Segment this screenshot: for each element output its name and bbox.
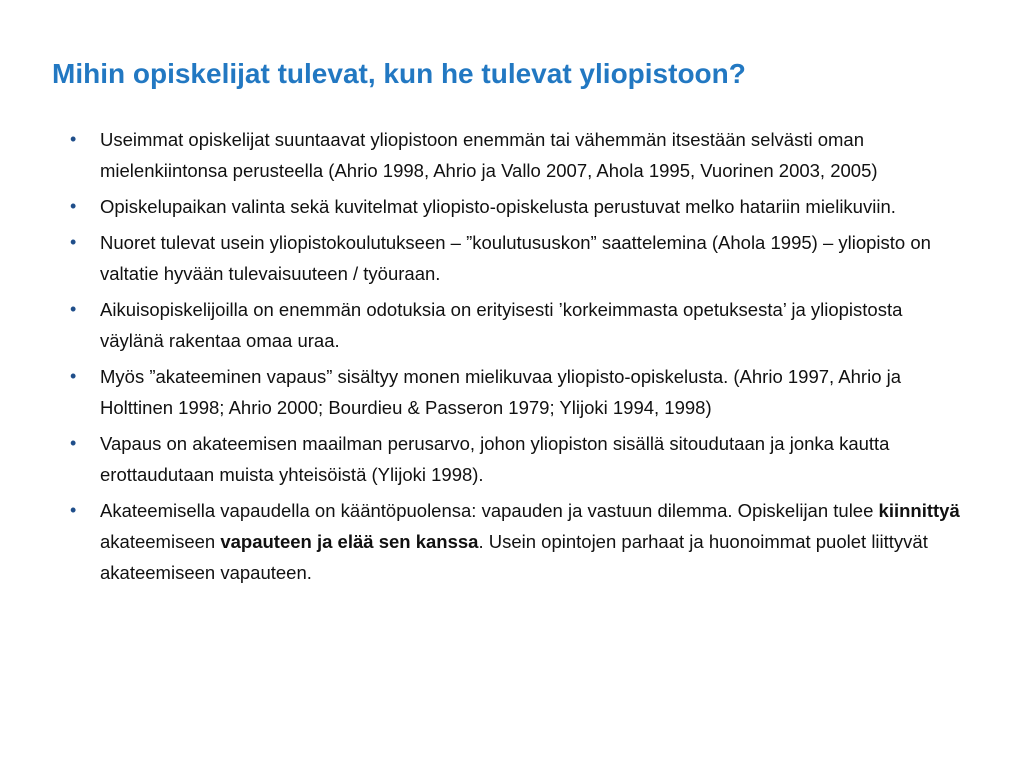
bullet-text-part: Akateemisella vapaudella on kääntöpuolensa: vapauden ja vastuun dilemma. Opiskelijan tulee	[100, 500, 879, 521]
bullet-dot-icon: •	[70, 500, 77, 520]
bullet-item	[70, 227, 970, 289]
bullet-dot-icon: •	[70, 196, 77, 216]
bullet-text	[100, 500, 960, 583]
bullet-text: Vapaus on akateemisen maailman perusarvo, johon yliopiston sisällä sitoudutaan ja jonka kautta erottaudutaan muista yhteisöistä (Ylijoki 1998).	[100, 433, 890, 485]
slide-title: Mihin opiskelijat tulevat, kun he tulevat yliopistoon?	[52, 58, 746, 89]
bullet-item	[70, 294, 970, 356]
bullet-text: Myös ”akateeminen vapaus” sisältyy monen mielikuvaa yliopisto-opiskelusta. (Ahrio 1997, Ahrio ja Holttinen 1998; Ahrio 2000; Bourdieu & Passeron 1979; Ylijoki 1994, 1998)	[100, 366, 902, 418]
bullet-item	[70, 428, 970, 490]
bold-emphasis: vapauteen ja elää sen kanssa	[220, 531, 479, 552]
bullet-item	[70, 191, 970, 222]
bullet-text: Nuoret tulevat usein yliopistokoulutukseen – ”koulutususkon” saattelemina (Ahola 1995) – yliopisto on valtatie hyvään tulevaisuuteen / työuraan.	[100, 232, 931, 284]
bullet-text: Aikuisopiskelijoilla on enemmän odotuksia on erityisesti ’korkeimmasta opetuksesta’ ja yliopistosta väylänä rakentaa omaa uraa.	[100, 299, 903, 351]
bullet-dot-icon: •	[70, 129, 77, 149]
bullet-text-part: . Usein opintojen parhaat ja huonoimmat puolet liittyvät akateemiseen vapauteen.	[100, 531, 928, 583]
bullet-dot-icon: •	[70, 366, 77, 386]
bullet-list	[70, 124, 970, 593]
bullet-item	[70, 124, 970, 186]
bullet-text: Useimmat opiskelijat suuntaavat yliopistoon enemmän tai vähemmän itsestään selvästi oman mielenkiintonsa perusteella (Ahrio 1998, Ahrio ja Vallo 2007, Ahola 1995, Vuorinen 2003, 2005)	[100, 129, 878, 181]
bold-emphasis: kiinnittyä	[878, 500, 960, 521]
bullet-item	[70, 361, 970, 423]
bullet-item	[70, 495, 970, 588]
bullet-text-part: akateemiseen	[100, 531, 221, 552]
bullet-text: Opiskelupaikan valinta sekä kuvitelmat yliopisto-opiskelusta perustuvat melko hatariin mielikuviin.	[100, 196, 896, 217]
bullet-dot-icon: •	[70, 232, 77, 252]
bullet-dot-icon: •	[70, 433, 77, 453]
bullet-dot-icon: •	[70, 299, 77, 319]
